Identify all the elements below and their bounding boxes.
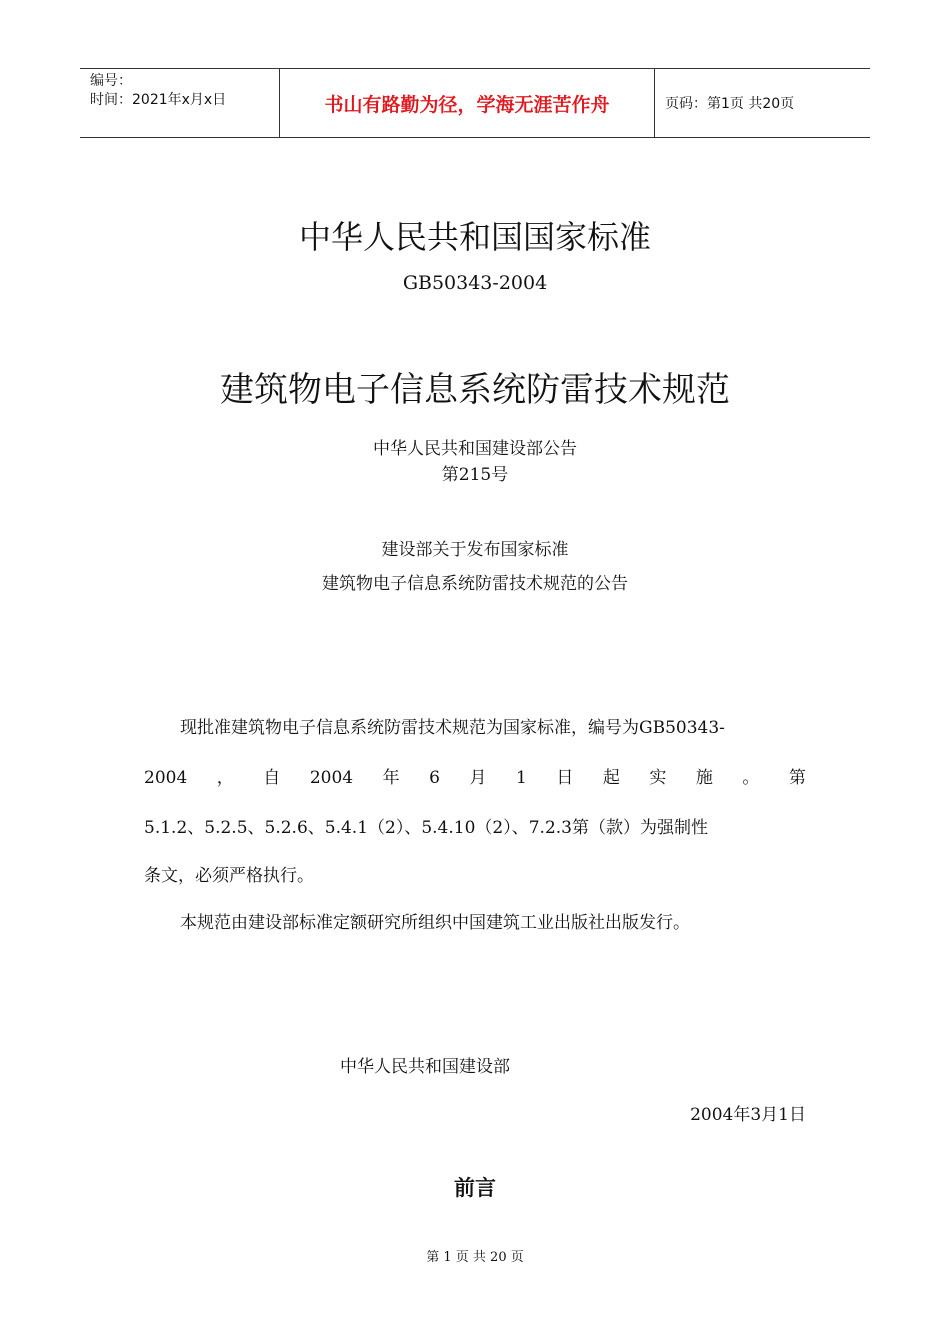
word: 月 bbox=[469, 768, 487, 788]
page-footer: 第 1 页 共 20 页 bbox=[426, 1250, 524, 1265]
header-time-label: 时间：2021年x月x日 bbox=[90, 92, 227, 108]
signatory: 中华人民共和国建设部 bbox=[340, 1057, 510, 1077]
word: 日 bbox=[556, 768, 574, 788]
word: 起 bbox=[602, 768, 620, 788]
notice-title-line1: 建设部关于发布国家标准 bbox=[381, 540, 569, 560]
section-heading: 前言 bbox=[454, 1175, 496, 1200]
paragraph-1-line1: 现批准建筑物电子信息系统防雷技术规范为国家标准，编号为GB50343- bbox=[180, 718, 725, 738]
header-motto: 书山有路勤为径，学海无涯苦作舟 bbox=[280, 69, 655, 137]
paragraph-1-line3: 5.1.2、5.2.5、5.2.6、5.4.1（2）、5.4.10（2）、7.2.3第（款）为强制性 bbox=[144, 818, 708, 838]
header-id-label: 编号： bbox=[90, 73, 132, 89]
paragraph-1-line4: 条文，必须严格执行。 bbox=[144, 866, 314, 886]
issue-date: 2004年3月1日 bbox=[690, 1105, 806, 1125]
word: 施 bbox=[695, 768, 713, 788]
header-page-info: 页码：第1页 共20页 bbox=[665, 96, 795, 112]
paragraph-2: 本规范由建设部标准定额研究所组织中国建筑工业出版社出版发行。 bbox=[180, 913, 690, 933]
word: 2004 bbox=[144, 768, 188, 788]
announcement-org: 中华人民共和国建设部公告 bbox=[373, 439, 577, 459]
word: 1 bbox=[515, 768, 527, 788]
notice-title-line2: 建筑物电子信息系统防雷技术规范的公告 bbox=[322, 574, 628, 594]
header-meta-cell bbox=[80, 69, 280, 137]
announcement-number: 第215号 bbox=[441, 465, 509, 485]
word: 。 bbox=[742, 768, 760, 788]
word: 第 bbox=[788, 768, 806, 788]
standard-code: GB50343-2004 bbox=[402, 272, 548, 294]
paragraph-1-line2 bbox=[144, 765, 806, 791]
document-title: 建筑物电子信息系统防雷技术规范 bbox=[220, 370, 730, 410]
word: 自 bbox=[263, 768, 281, 788]
word: 年 bbox=[382, 768, 400, 788]
header-table bbox=[80, 68, 870, 138]
standard-title: 中华人民共和国国家标准 bbox=[298, 218, 651, 256]
word: 2004 bbox=[309, 768, 354, 788]
word: 实 bbox=[649, 768, 667, 788]
word: 6 bbox=[429, 768, 440, 788]
word: ， bbox=[216, 768, 234, 788]
